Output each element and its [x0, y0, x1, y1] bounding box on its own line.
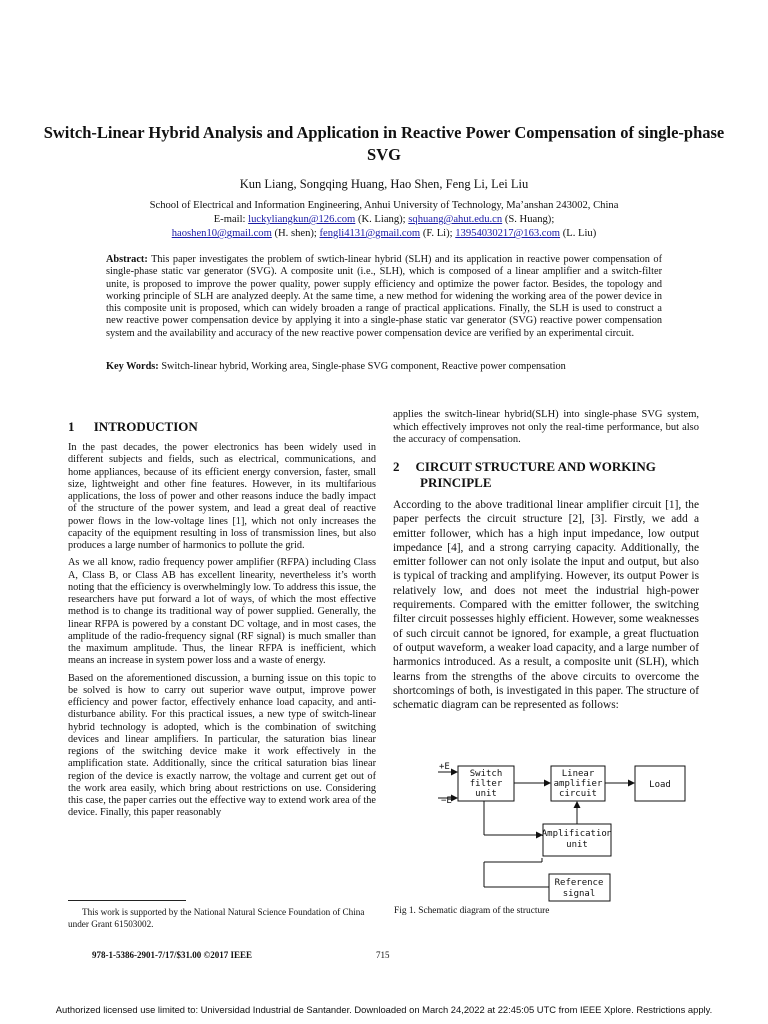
plus-e-label: +E: [439, 762, 450, 772]
abstract-text: This paper investigates the problem of swtich-linear hybrid (SLH) and its application in reactive power compensation of single-phase static var generator (SVG). A composite unit (i.e., SLH), which is composed of a linear amplifier and a switch-filter unite, is proposed to improve the power quality, power supply efficiency and optimize the power factor. Besides, the topology and working principle of SLH are analyzed deeply. At the same time, a new method for widening the working area of the power device in this composite unit is proposed, which can widely broaden a range of practical applications. Finally, the SLH is used to construct a new reactive power compensation device by applying it into a single-phase static var generator (SVG) reactive power compensation system and the availability and accuracy of the new reactive power compensation device are verified by an experimental circuit.: [106, 254, 663, 339]
page-number: 715: [376, 950, 390, 960]
svg-text:filter: filter: [469, 779, 503, 789]
col2-continuation: applies the switch-linear hybrid(SLH) into single-phase SVG system, which effectively improves not only the real-time performance, but also the accuracy of compensation.: [393, 409, 699, 445]
keywords-text: Switch-linear hybrid, Working area, Single-phase SVG component, Reactive power compensation: [161, 361, 566, 372]
email-owner: (K. Liang);: [357, 214, 406, 225]
email-link-li[interactable]: fengli4131@gmail.com: [319, 228, 421, 239]
section-2-body: According to the above traditional linear amplifier circuit [1], the paper perfects the circuit structure [2], [3]. Firstly, we add a emitter follower, which has a high input impedance, low output impedance [4], and a strong carrying capacity. Additionally, the emitter follower can not only isolate the input and output, but also is typical of tracking and amplifying. However, its output Power is relatively low, and does not meet the industrial high-power requirements. Compared with the emitter follower, the switching filter circuit possesses highly efficient. However, some weaknesses of such circuit cannot be ignored, for example, a great fluctuation of output waveform, a weaker load capacity, and a large number of harmonics introduced. As a result, a composite unit (SLH), which learns from the strengths of the above circuits to overcome the shortcomings of both, is investigated in this paper. The structure of schematic diagram can be represented as follows:: [393, 499, 699, 712]
email-owner: (L. Liu): [562, 228, 597, 239]
email-owner: (H. shen);: [274, 228, 317, 239]
svg-text:unit: unit: [475, 789, 497, 799]
section-2-heading: [393, 459, 703, 491]
section-title-line-2: PRINCIPLE: [420, 475, 492, 490]
section-1-heading: [68, 419, 198, 435]
email-link-liu[interactable]: 13954030217@163.com: [455, 228, 561, 239]
svg-text:Reference: Reference: [554, 878, 604, 888]
svg-text:unit: unit: [566, 840, 588, 850]
footnote-divider: [68, 900, 186, 901]
section-1-body: [68, 442, 376, 825]
abstract-label: Abstract:: [106, 254, 148, 265]
paper-title: Switch-Linear Hybrid Analysis and Application in Reactive Power Compensation of single-phase SVG: [43, 123, 725, 164]
svg-text:Linear: Linear: [561, 769, 595, 779]
email-link-huang[interactable]: sqhuang@ahut.edu.cn: [408, 214, 503, 225]
figure-caption: Fig 1. Schematic diagram of the structure: [394, 906, 550, 916]
keywords-label: Key Words:: [106, 361, 159, 372]
minus-e-label: −E: [441, 796, 452, 806]
section-title: INTRODUCTION: [93, 419, 198, 434]
abstract: [106, 254, 662, 340]
svg-text:amplifier: amplifier: [553, 779, 603, 789]
author-list: Kun Liang, Songqing Huang, Hao Shen, Feng Li, Lei Liu: [239, 177, 529, 191]
paragraph: As we all know, radio frequency power amplifier (RFPA) including Class A, Class B, or Class AB has excellent linearity, nevertheless it’s worth noting that the efficiency is overwhelmingly low. To address this issue, the researchers have put forward a lot of ways, of which the most effective method is to change its traditional way of power supplied. Generally, the linear RFPA is powered by a constant DC voltage, and in most cases, the amplitude of the radio-frequency signal (RF signal) is much smaller than the maximum amplitude. Thus, the linear RFPA is inefficient, which means an increase in system power loss and a waste of energy.: [68, 557, 376, 667]
email-owner: (F. Li);: [422, 228, 453, 239]
email-prefix: E-mail:: [213, 214, 246, 225]
section-title-line-1: CIRCUIT STRUCTURE AND WORKING: [415, 459, 656, 474]
affiliation: School of Electrical and Information Engineering, Anhui University of Technology, Ma’anshan 243002, China: [149, 200, 619, 211]
section-number: 1: [68, 419, 75, 434]
email-link-shen[interactable]: haoshen10@gmail.com: [171, 228, 272, 239]
svg-text:Switch: Switch: [469, 769, 503, 779]
svg-text:signal: signal: [562, 889, 596, 899]
svg-text:Amplification: Amplification: [541, 829, 613, 839]
email-line-1: [60, 213, 708, 227]
keywords: [106, 361, 662, 373]
affiliation-block: [60, 199, 708, 241]
email-link-liang[interactable]: luckyliangkun@126.com: [248, 214, 356, 225]
footnote: This work is supported by the National Natural Science Foundation of China under Grant 61503002.: [68, 907, 365, 929]
email-owner: (S. Huang);: [504, 214, 555, 225]
svg-text:circuit: circuit: [559, 789, 597, 799]
email-line-2: [60, 227, 708, 241]
schematic-diagram: [392, 758, 692, 904]
paragraph: Based on the aforementioned discussion, a burning issue on this topic to be solved is how to carry out superior wave output, improve power efficiency and power factor, effectively enhance load capacity, and anti-disturbance ability. For this practical issues, a new type of switch-linear hybrid technology is adopted, which is the combination of switching devices and linear amplifiers. In particular, the saturation bias linear regions of the switching device make it work effectively in the amplification state. Additionally, since the critical saturation bias linear region of the device is exactly narrow, the voltage and current get out of the work area easily, which bring about restrictions on use. Considering this case, the paper carries out the effective way to extend work area of the device. Finally, this paper reasonably: [68, 672, 376, 819]
section-number: 2: [393, 459, 400, 474]
isbn-copyright: 978-1-5386-2901-7/17/$31.00 ©2017 IEEE: [92, 950, 252, 960]
paragraph: In the past decades, the power electronics has been widely used in different subjects and fields, such as electrical, communications, and home appliances, because of its efficient energy conversion, faster, small size, lightweight and other fine features. However, in its multifarious applications, the loss of power and other reasons induce the badly impact of the structure of the power system, and lead a great deal of reactive power flows in the low-voltage lines [1], which not only increases the capacity of the equipment resulting in loss of transmission lines, but also produces a large number of harmonics to pollute the grid.: [68, 442, 376, 551]
svg-text:Load: Load: [649, 780, 671, 790]
license-notice: Authorized licensed use limited to: Universidad Industrial de Santander. Downloaded on March 24,2022 at 22:45:05 UTC from IEEE Xplore. Restrictions apply.: [55, 1004, 713, 1015]
